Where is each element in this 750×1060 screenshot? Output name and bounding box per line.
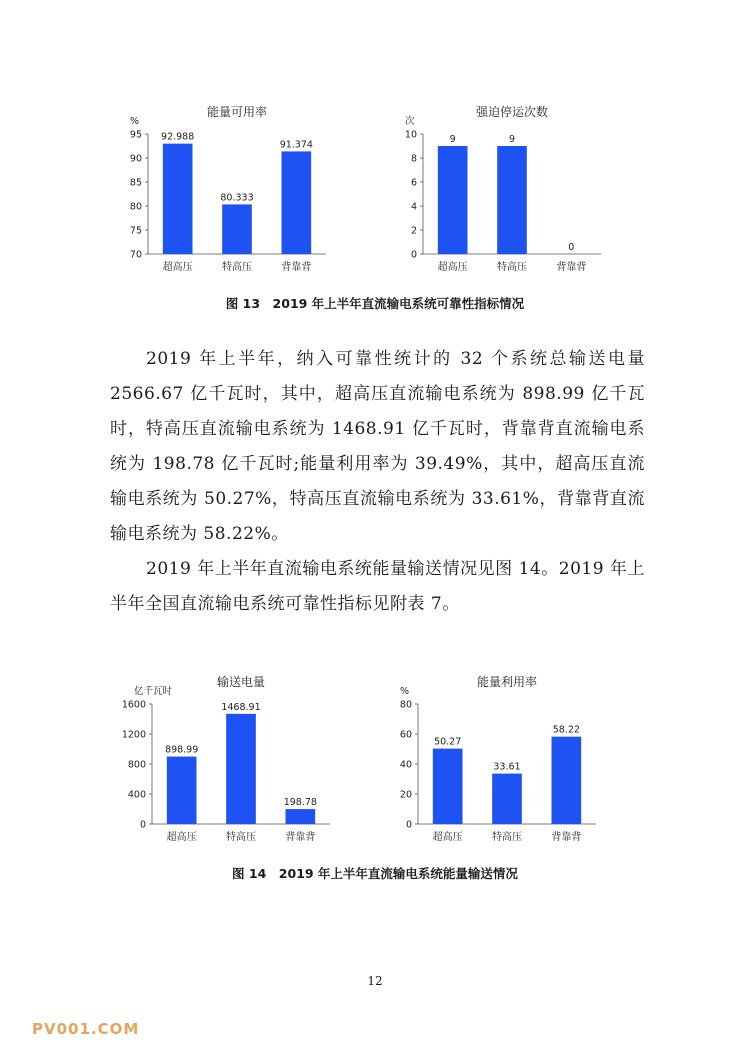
chart-unit: % <box>400 686 410 697</box>
data-label: 50.27 <box>434 736 462 748</box>
y-tick-label: 80 <box>399 699 412 711</box>
x-tick-label: 特高压 <box>222 262 252 273</box>
bar-3 <box>282 151 312 254</box>
y-tick-label: 85 <box>129 177 142 189</box>
y-tick-label: 95 <box>129 129 142 141</box>
x-tick-label: 超高压 <box>437 262 468 273</box>
y-tick-label: 90 <box>129 153 142 165</box>
x-tick-label: 特高压 <box>226 832 256 843</box>
chart-title: 输送电量 <box>216 675 266 689</box>
y-tick-label: 0 <box>410 249 417 261</box>
data-label: 9 <box>508 134 516 145</box>
bar-2 <box>222 204 252 254</box>
data-label: 198.78 <box>283 797 317 809</box>
x-tick-label: 背靠背 <box>285 832 316 843</box>
data-label: 80.333 <box>220 192 254 204</box>
data-label: 1468.91 <box>221 701 261 713</box>
chart-svg <box>112 672 362 862</box>
bar-2 <box>492 774 522 824</box>
chart-title: 能量可用率 <box>206 105 268 119</box>
y-tick-label: 0 <box>405 819 412 831</box>
x-tick-label: 背靠背 <box>551 832 582 843</box>
y-tick-label: 70 <box>129 249 142 261</box>
y-tick-label: 2 <box>410 225 417 237</box>
y-tick-label: 8 <box>410 153 417 165</box>
bar-1 <box>163 144 193 254</box>
body-text <box>110 342 645 622</box>
chart-forced-outage <box>383 102 633 292</box>
chart-unit: 亿千瓦时 <box>134 686 173 697</box>
chart-energy-transmitted <box>112 672 362 862</box>
x-tick-label: 超高压 <box>162 262 193 273</box>
chart-title: 能量利用率 <box>476 675 538 689</box>
bar-1 <box>167 757 197 824</box>
figure-13-caption: 图 13 2019 年上半年直流输电系统可靠性指标情况 <box>225 296 525 311</box>
data-label: 9 <box>449 134 456 145</box>
bar-3 <box>286 809 316 824</box>
bar-2 <box>226 714 256 824</box>
y-tick-label: 10 <box>404 129 417 141</box>
data-label: 898.99 <box>165 744 199 756</box>
y-tick-label: 0 <box>139 819 146 831</box>
paragraph-1: 2019 年上半年，纳入可靠性统计的 32 个系统总输送电量 2566.67 亿千瓦时，其中，超高压直流输电系统为 898.99 亿千瓦时，特高压直流输电系统为 1468.91 亿千瓦时，背靠背直流输电系统为 198.78 亿千瓦时;能量利用率为 39.49%，其中，超高压直流输电系统为 50.27%，特高压直流输电系统为 33.61%，背靠背直流输电系统为 58.22%。 <box>110 349 645 544</box>
data-label: 0 <box>568 242 575 253</box>
y-tick-label: 800 <box>127 759 146 771</box>
y-tick-label: 60 <box>399 729 412 741</box>
x-tick-label: 背靠背 <box>556 262 587 273</box>
x-tick-label: 特高压 <box>492 832 522 843</box>
chart-energy-utilization <box>378 672 628 862</box>
x-tick-label: 超高压 <box>166 832 197 843</box>
x-tick-label: 特高压 <box>497 262 527 273</box>
data-label: 58.22 <box>552 724 580 736</box>
bar-3 <box>552 737 582 824</box>
bar-1 <box>438 146 468 254</box>
bar-1 <box>433 749 463 824</box>
data-label: 92.988 <box>161 131 195 143</box>
chart-title: 强迫停运次数 <box>475 105 549 119</box>
paragraph-2: 2019 年上半年直流输电系统能量输送情况见图 14。2019 年上半年全国直流输电系统可靠性指标见附表 7。 <box>110 559 645 614</box>
y-tick-label: 6 <box>410 177 417 189</box>
watermark: PV001.COM <box>32 1020 140 1038</box>
chart-svg <box>383 102 633 292</box>
data-label: 91.374 <box>279 139 313 151</box>
bar-2 <box>497 146 527 254</box>
y-tick-label: 1200 <box>121 729 146 741</box>
chart-energy-availability <box>108 102 358 292</box>
y-tick-label: 75 <box>129 225 142 237</box>
page-number: 12 <box>367 974 383 988</box>
y-tick-label: 4 <box>410 201 417 213</box>
y-tick-label: 80 <box>129 201 142 213</box>
y-tick-label: 40 <box>399 759 412 771</box>
x-tick-label: 超高压 <box>432 832 463 843</box>
y-tick-label: 400 <box>127 789 146 801</box>
chart-unit: 次 <box>405 116 415 127</box>
data-label: 33.61 <box>493 761 521 773</box>
figure-14-caption: 图 14 2019 年上半年直流输电系统能量输送情况 <box>232 866 518 881</box>
chart-unit: % <box>130 116 140 127</box>
chart-svg <box>108 102 358 292</box>
x-tick-label: 背靠背 <box>281 262 312 273</box>
chart-svg <box>378 672 628 862</box>
y-tick-label: 20 <box>399 789 412 801</box>
y-tick-label: 1600 <box>121 699 146 711</box>
